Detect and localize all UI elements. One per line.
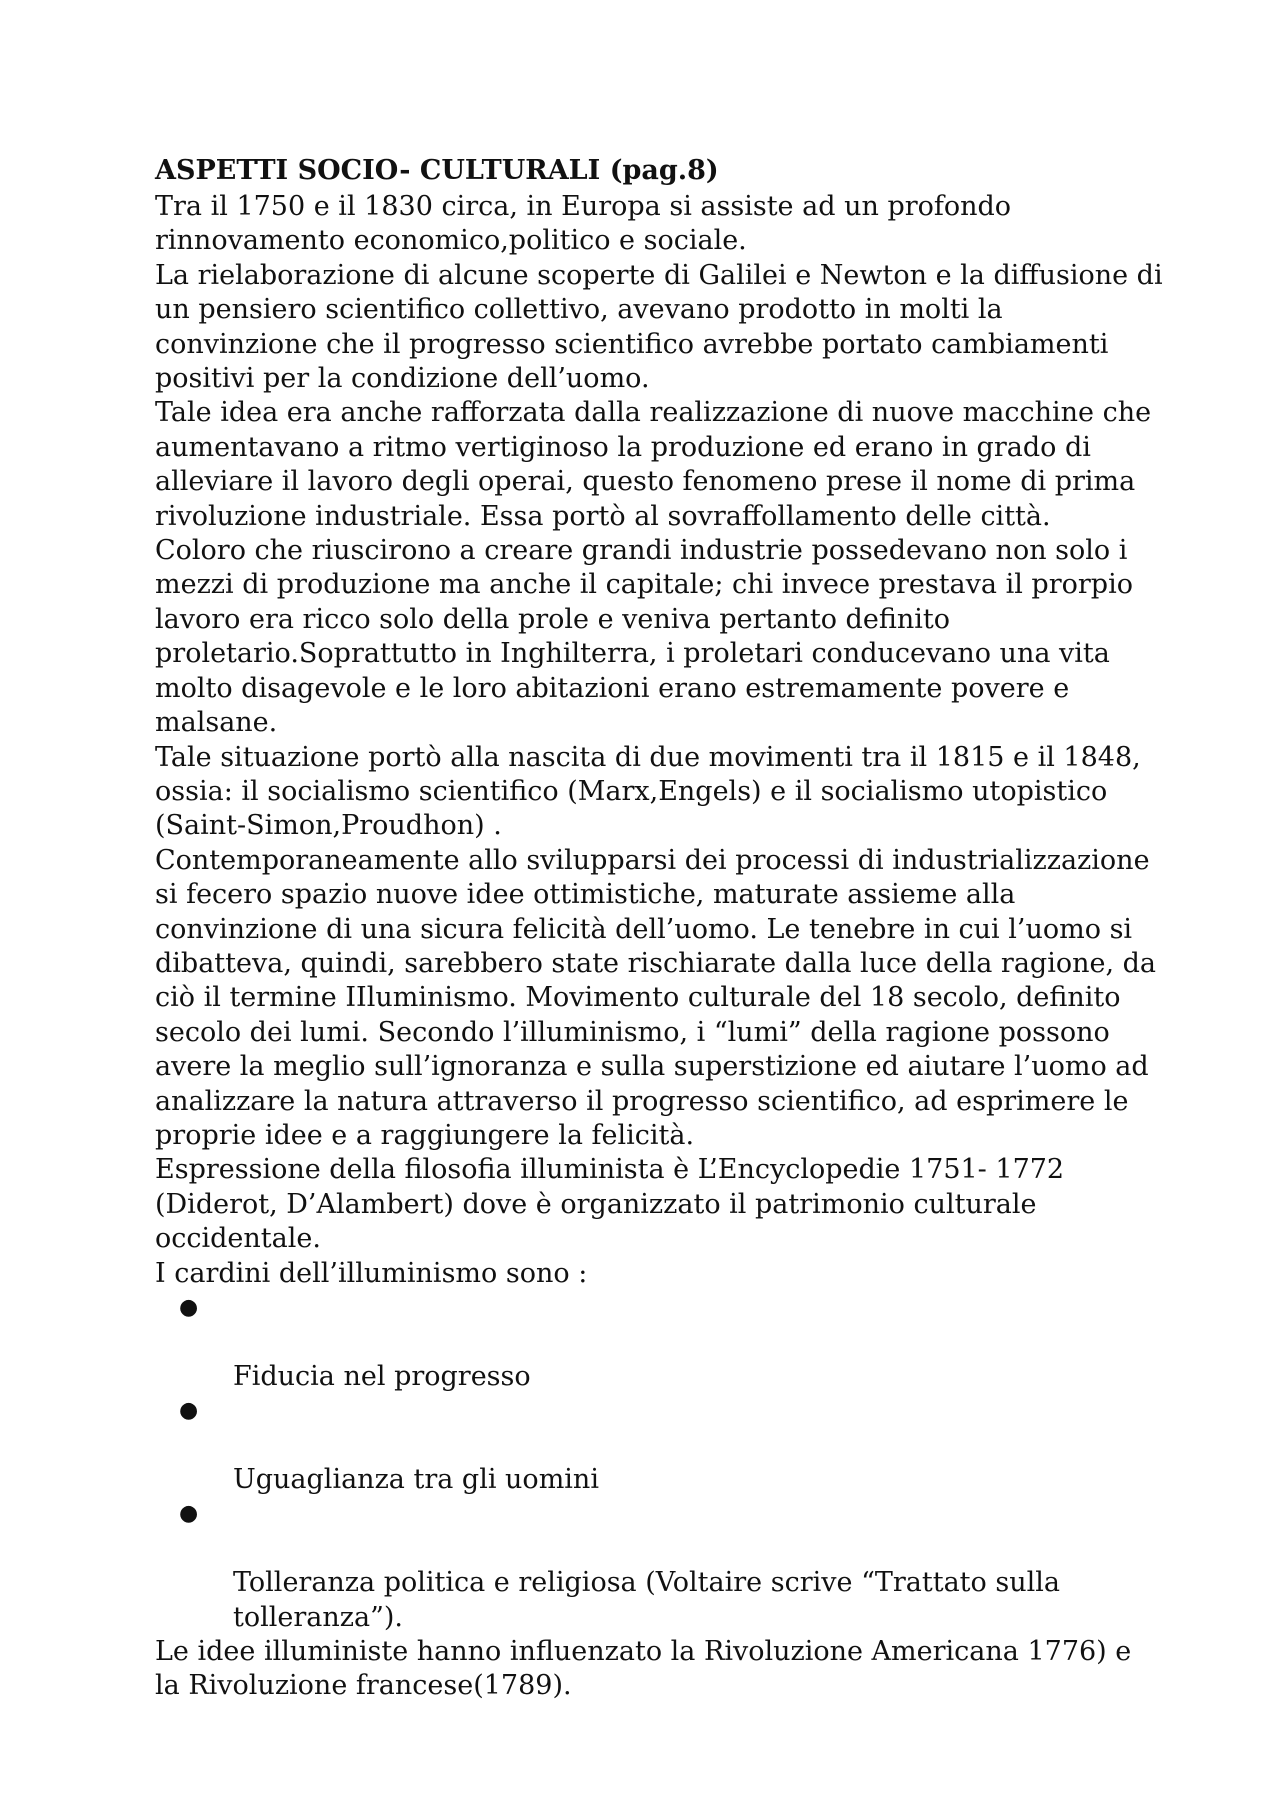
paragraph-intro: Tra il 1750 e il 1830 circa, in Europa si assiste ad un profondo rinnovamento economico,politico e sociale.	[155, 191, 1012, 257]
paragraph-closing: Le idee illuministe hanno influenzato la Rivoluzione Americana 1776) e la Rivoluzione francese(1789).	[155, 1636, 1132, 1702]
list-item-text: Uguaglianza tra gli uomini	[233, 1464, 599, 1496]
paragraph-encyclopedie: Espressione della filosofia illuminista è L’Encyclopedie 1751- 1772 (Diderot, D’Alambert) dove è organizzato il patrimonio culturale occidentale.	[155, 1154, 1065, 1255]
bullet-icon: ●	[179, 1398, 199, 1424]
paragraph-proletariat: Coloro che riuscirono a creare grandi industrie possedevano non solo i mezzi di produzione ma anche il capitale; chi invece prestava il prorpio lavoro era ricco solo della prole e veniva pertanto definito proletario.Soprattutto in Inghilterra, i proletari conducevano una vita molto disagevole e le loro abitazioni erano estremamente povere e malsane.	[155, 535, 1133, 739]
bullet-icon: ●	[179, 1501, 199, 1527]
list-item	[155, 1394, 1165, 1497]
bullet-icon: ●	[179, 1295, 199, 1320]
list-item	[155, 1497, 1165, 1635]
paragraph-enlightenment: Contemporaneamente allo svilupparsi dei processi di industrializzazione si fecero spazio nuove idee ottimistiche, maturate assieme alla convinzione di una sicura felicità dell’uomo. Le tenebre in cui l’uomo si dibatteva, quindi, sarebbero state rischiarate dalla luce della ragione, da ciò il termine IIluminismo. Movimento culturale del 18 secolo, definito secolo dei lumi. Secondo l’illuminismo, i “lumi” della ragione possono avere la meglio sull’ignoranza e sulla superstizione ed aiutare l’uomo ad analizzare la natura attraverso il progresso scientifico, ad esprimere le proprie idee e a raggiungere la felicità.	[155, 844, 1157, 1151]
paragraph-socialism: Tale situazione portò alla nascita di due movimenti tra il 1815 e il 1848, ossia: il socialismo scientifico (Marx,Engels) e il socialismo utopistico (Saint-Simon,Proudhon) .	[155, 741, 1141, 842]
document-title: ASPETTI SOCIO- CULTURALI (pag.8)	[155, 155, 719, 186]
list-item-text: Tolleranza politica e religiosa (Voltaire scrive “Trattato sulla tolleranza”).	[233, 1567, 1060, 1633]
document-page	[155, 152, 1165, 1704]
paragraph-cardini: I cardini dell’illuminismo sono :	[155, 1257, 588, 1289]
bullet-list	[155, 1291, 1165, 1635]
paragraph-industrial-revolution: Tale idea era anche rafforzata dalla realizzazione di nuove macchine che aumentavano a ritmo vertiginoso la produzione ed erano in grado di alleviare il lavoro degli operai, questo fenomeno prese il nome di prima rivoluzione industriale. Essa portò al sovraffollamento delle città.	[155, 397, 1152, 532]
list-item	[155, 1291, 1165, 1394]
list-item-text: Fiducia nel progresso	[233, 1360, 531, 1392]
paragraph-galilei-newton: La rielaborazione di alcune scoperte di Galilei e Newton e la diffusione di un pensiero scientifico collettivo, avevano prodotto in molti la convinzione che il progresso scientifico avrebbe portato cambiamenti positivi per la condizione dell’uomo.	[155, 259, 1163, 395]
